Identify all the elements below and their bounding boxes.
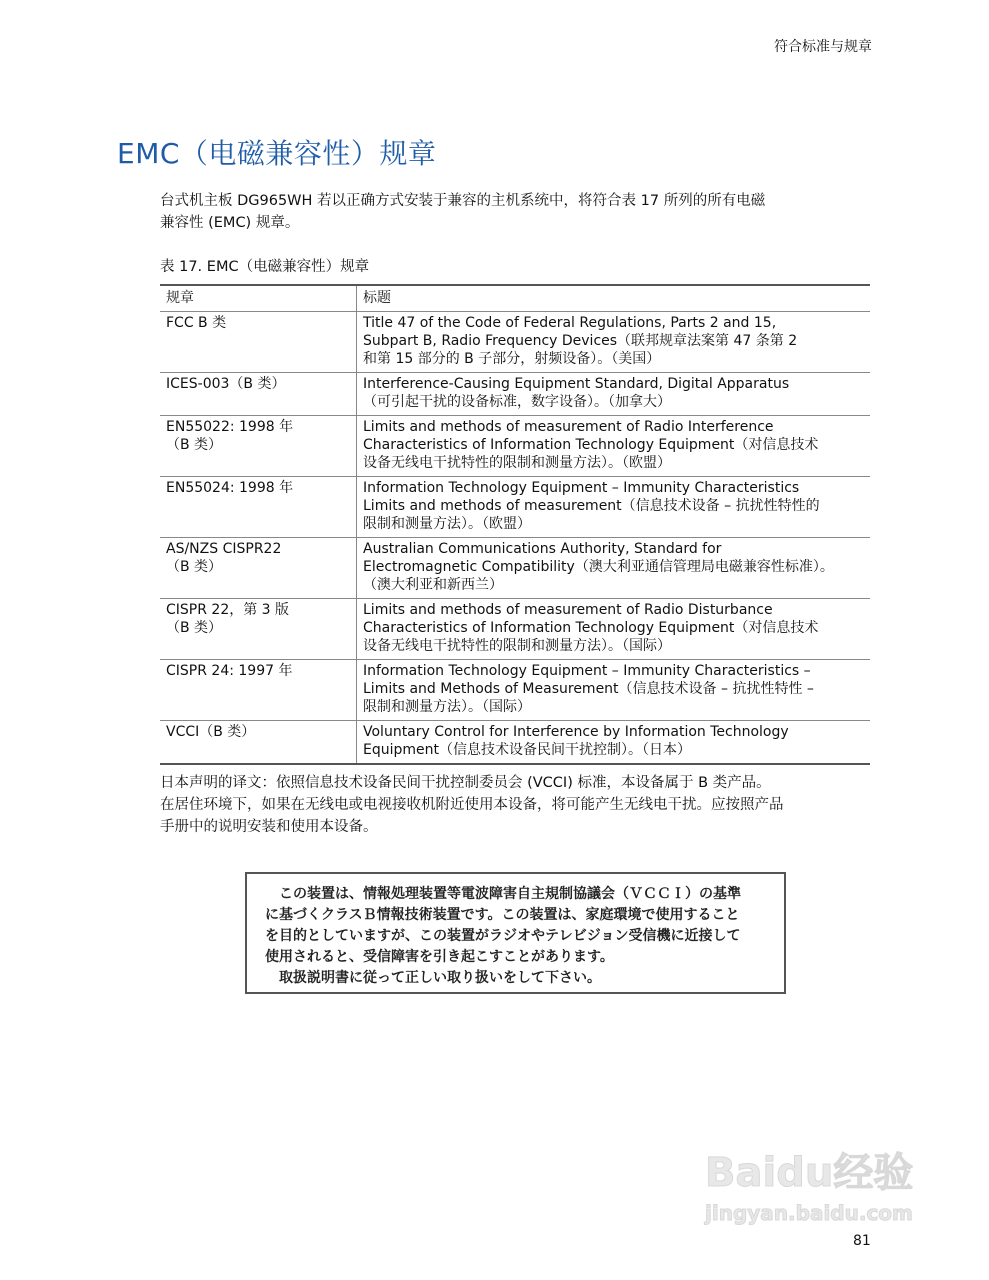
title-cell <box>357 312 871 373</box>
title-line: （可引起干扰的设备标准，数字设备）。（加拿大） <box>363 394 671 410</box>
note-line: 在居住环境下，如果在无线电或电视接收机附近使用本设备，将可能产生无线电干扰。应按照产品 <box>160 797 784 813</box>
regulation-cell <box>160 660 357 721</box>
title-cell <box>357 477 871 538</box>
regulation-line: （B 类） <box>166 437 223 453</box>
title-line: Subpart B, Radio Frequency Devices（联邦规章法案第 47 条第 2 <box>363 333 798 349</box>
table-row <box>160 477 870 538</box>
regulation-line: FCC B 类 <box>166 315 227 331</box>
title-line: Limits and Methods of Measurement（信息技术设备 – 抗扰性特性 – <box>363 681 814 697</box>
title-cell <box>357 538 871 599</box>
notice-line: を目的としていますが、この装置がラジオやテレビジョン受信機に近接して <box>265 928 741 944</box>
title-line: 设备无线电干扰特性的限制和测量方法）。（欧盟） <box>363 455 671 471</box>
notice-line: 取扱説明書に従って正しい取り扱いをして下さい。 <box>265 970 601 986</box>
title-line: Characteristics of Information Technology Equipment（对信息技术 <box>363 620 819 636</box>
page-number: 81 <box>853 1233 871 1249</box>
title-line: Voluntary Control for Interference by Information Technology <box>363 724 789 740</box>
title-cell <box>357 416 871 477</box>
regulation-cell <box>160 599 357 660</box>
title-line: 设备无线电干扰特性的限制和测量方法）。（国际） <box>363 638 671 654</box>
column-header-title: 标题 <box>363 290 391 306</box>
regulation-line: EN55022: 1998 年 <box>166 419 294 435</box>
vcci-japanese-notice <box>245 872 786 994</box>
notice-line: この装置は、情報処理装置等電波障害自主規制協議会（ＶＣＣＩ）の基準 <box>265 886 741 902</box>
title-cell <box>357 373 871 416</box>
note-line: 日本声明的译文：依照信息技术设备民间干扰控制委员会 (VCCI) 标准，本设备属于 B 类产品。 <box>160 775 771 791</box>
title-cell <box>357 721 871 765</box>
regulation-line: EN55024: 1998 年 <box>166 480 294 496</box>
title-line: 限制和测量方法）。（欧盟） <box>363 516 531 532</box>
page-title: EMC（电磁兼容性）规章 <box>117 137 437 170</box>
table-row <box>160 312 870 373</box>
regulation-line: ICES-003（B 类） <box>166 376 286 392</box>
title-line: Limits and methods of measurement of Radio Disturbance <box>363 602 773 618</box>
notice-line: 使用されると、受信障害を引き起こすことがあります。 <box>265 949 614 965</box>
title-line: （澳大利亚和新西兰） <box>363 577 503 593</box>
regulation-line: CISPR 22，第 3 版 <box>166 602 290 618</box>
regulation-line: CISPR 24: 1997 年 <box>166 663 293 679</box>
title-cell <box>357 660 871 721</box>
regulation-cell <box>160 312 357 373</box>
table-row <box>160 538 870 599</box>
regulation-cell <box>160 721 357 765</box>
regulation-cell <box>160 373 357 416</box>
table-header-row <box>160 285 870 312</box>
intro-paragraph <box>160 190 880 234</box>
regulation-cell <box>160 538 357 599</box>
regulation-cell <box>160 416 357 477</box>
table-row <box>160 373 870 416</box>
table-row <box>160 721 870 765</box>
title-line: Australian Communications Authority, Standard for <box>363 541 722 557</box>
table-row <box>160 599 870 660</box>
regulation-line: VCCI（B 类） <box>166 724 256 740</box>
vcci-translation-note <box>160 772 880 838</box>
note-line: 手册中的说明安装和使用本设备。 <box>160 819 378 835</box>
title-line: 限制和测量方法）。（国际） <box>363 699 531 715</box>
column-header-regulation: 规章 <box>160 285 357 312</box>
title-line: Title 47 of the Code of Federal Regulations, Parts 2 and 15, <box>363 315 777 331</box>
intro-line: 台式机主板 DG965WH 若以正确方式安装于兼容的主机系统中，将符合表 17 所列的所有电磁 <box>160 193 766 209</box>
title-line: Limits and methods of measurement（信息技术设备 – 抗扰性特性的 <box>363 498 820 514</box>
title-line: 和第 15 部分的 B 子部分，射频设备）。（美国） <box>363 351 661 367</box>
regulation-line: AS/NZS CISPR22 <box>166 541 282 557</box>
running-header: 符合标准与规章 <box>774 39 872 55</box>
title-line: Electromagnetic Compatibility（澳大利亚通信管理局电磁兼容性标准）。 <box>363 559 834 575</box>
title-line: Information Technology Equipment – Immunity Characteristics <box>363 480 800 496</box>
table-row <box>160 416 870 477</box>
baidu-watermark-url: jingyan.baidu.com <box>705 1201 913 1225</box>
title-line: Characteristics of Information Technology Equipment（对信息技术 <box>363 437 819 453</box>
table-row <box>160 660 870 721</box>
emc-regulations-table <box>160 284 870 765</box>
title-line: Limits and methods of measurement of Radio Interference <box>363 419 774 435</box>
intro-line: 兼容性 (EMC) 规章。 <box>160 215 300 231</box>
regulation-cell <box>160 477 357 538</box>
title-cell <box>357 599 871 660</box>
title-line: Interference-Causing Equipment Standard, Digital Apparatus <box>363 376 790 392</box>
notice-line: に基づくクラスＢ情報技術装置です。この装置は、家庭環境で使用すること <box>265 907 740 923</box>
baidu-watermark-logo: Baidu经验 <box>705 1150 914 1196</box>
title-line: Information Technology Equipment – Immunity Characteristics – <box>363 663 811 679</box>
title-line: Equipment（信息技术设备民间干扰控制）。（日本） <box>363 742 691 758</box>
regulation-line: （B 类） <box>166 559 223 575</box>
regulation-line: （B 类） <box>166 620 223 636</box>
table-caption: 表 17. EMC（电磁兼容性）规章 <box>160 259 370 275</box>
